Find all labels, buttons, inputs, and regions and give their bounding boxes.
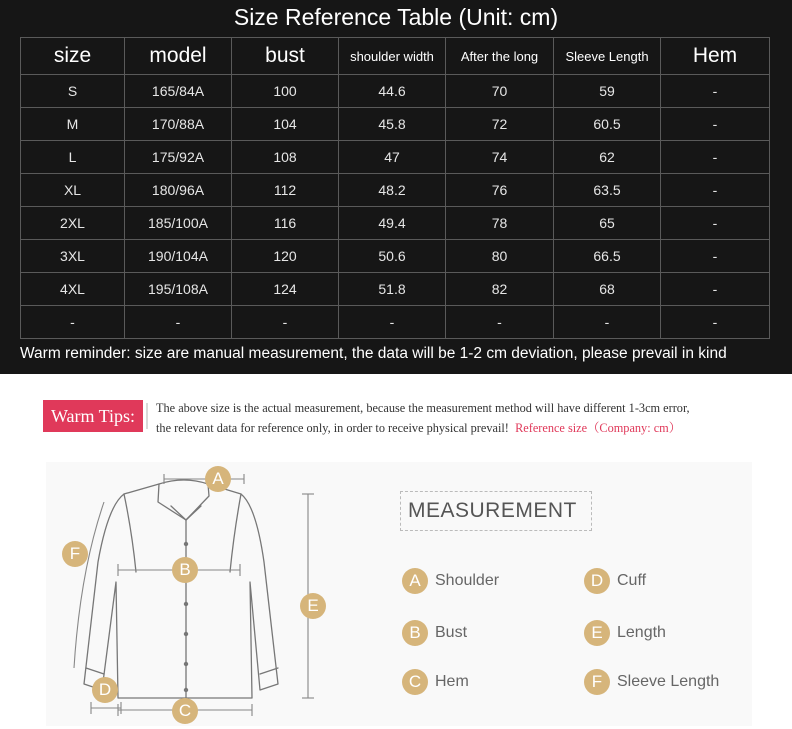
- table-cell: 76: [446, 174, 554, 207]
- table-header-row: [21, 38, 770, 75]
- marker-d-icon: D: [92, 677, 118, 703]
- table-cell: 60.5: [554, 108, 661, 141]
- table-row: [21, 240, 770, 273]
- table-row: [21, 174, 770, 207]
- shirt-outline-illustration: [46, 462, 346, 726]
- table-cell: -: [232, 306, 339, 339]
- marker-f-icon: F: [62, 541, 88, 567]
- marker-e-icon: E: [584, 620, 610, 646]
- column-header: After the long: [446, 38, 554, 75]
- table-cell: -: [339, 306, 446, 339]
- table-cell: 165/84A: [125, 75, 232, 108]
- table-cell: 63.5: [554, 174, 661, 207]
- column-header: size: [21, 38, 125, 75]
- marker-c-icon: C: [172, 698, 198, 724]
- column-header: Hem: [661, 38, 770, 75]
- legend-item-bust: [402, 620, 467, 646]
- table-row: [21, 306, 770, 339]
- table-cell: -: [21, 306, 125, 339]
- legend-label: Bust: [435, 624, 468, 641]
- warm-tips-badge: Warm Tips:: [43, 400, 143, 432]
- marker-b-icon: B: [402, 620, 428, 646]
- marker-d-icon: D: [584, 568, 610, 594]
- table-cell: 2XL: [21, 207, 125, 240]
- table-cell: 65: [554, 207, 661, 240]
- table-cell: S: [21, 75, 125, 108]
- table-cell: 62: [554, 141, 661, 174]
- table-cell: 74: [446, 141, 554, 174]
- table-cell: 180/96A: [125, 174, 232, 207]
- table-cell: 116: [232, 207, 339, 240]
- table-cell: -: [661, 75, 770, 108]
- warm-tips-line-2: [156, 418, 681, 436]
- table-cell: -: [661, 207, 770, 240]
- table-cell: 51.8: [339, 273, 446, 306]
- table-cell: 120: [232, 240, 339, 273]
- table-cell: -: [554, 306, 661, 339]
- table-cell: -: [661, 174, 770, 207]
- table-cell: XL: [21, 174, 125, 207]
- table-cell: 80: [446, 240, 554, 273]
- legend-label: Sleeve Length: [617, 673, 720, 690]
- table-cell: 82: [446, 273, 554, 306]
- legend-label: Length: [617, 624, 666, 641]
- table-cell: -: [446, 306, 554, 339]
- table-cell: 108: [232, 141, 339, 174]
- table-cell: -: [661, 306, 770, 339]
- table-cell: 66.5: [554, 240, 661, 273]
- column-header: bust: [232, 38, 339, 75]
- legend-item-length: [584, 620, 666, 646]
- table-cell: 195/108A: [125, 273, 232, 306]
- legend-item-sleeve-length: [584, 669, 719, 695]
- legend-label: Cuff: [617, 572, 647, 589]
- table-cell: 48.2: [339, 174, 446, 207]
- warm-tips-line-2-text: the relevant data for reference only, in order to receive physical prevail!: [156, 421, 509, 435]
- table-cell: 44.6: [339, 75, 446, 108]
- table-cell: 100: [232, 75, 339, 108]
- column-header: Sleeve Length: [554, 38, 661, 75]
- marker-e-icon: E: [300, 593, 326, 619]
- table-row: [21, 273, 770, 306]
- table-cell: 185/100A: [125, 207, 232, 240]
- table-cell: L: [21, 141, 125, 174]
- reference-size-note: Reference size（Company: cm）: [515, 421, 682, 435]
- table-cell: -: [661, 108, 770, 141]
- tips-divider: [146, 403, 148, 429]
- table-cell: 175/92A: [125, 141, 232, 174]
- table-cell: -: [661, 273, 770, 306]
- legend-item-hem: [402, 669, 469, 695]
- table-row: [21, 141, 770, 174]
- table-cell: 47: [339, 141, 446, 174]
- table-cell: -: [125, 306, 232, 339]
- marker-c-icon: C: [402, 669, 428, 695]
- table-cell: 70: [446, 75, 554, 108]
- table-cell: 50.6: [339, 240, 446, 273]
- marker-b-icon: B: [172, 557, 198, 583]
- warm-reminder-text: Warm reminder: size are manual measurement, the data will be 1-2 cm deviation, please prevail in kind: [20, 345, 727, 362]
- legend-label: Shoulder: [435, 572, 500, 589]
- table-cell: 59: [554, 75, 661, 108]
- marker-a-icon: A: [205, 466, 231, 492]
- size-table: [20, 37, 770, 339]
- table-cell: 78: [446, 207, 554, 240]
- legend-item-cuff: [584, 568, 646, 594]
- legend-item-shoulder: [402, 568, 499, 594]
- table-cell: 190/104A: [125, 240, 232, 273]
- table-cell: 4XL: [21, 273, 125, 306]
- marker-a-icon: A: [402, 568, 428, 594]
- table-cell: -: [661, 141, 770, 174]
- table-row: [21, 207, 770, 240]
- table-cell: 45.8: [339, 108, 446, 141]
- table-cell: M: [21, 108, 125, 141]
- table-title: Size Reference Table (Unit: cm): [233, 4, 559, 30]
- table-cell: 124: [232, 273, 339, 306]
- table-cell: 72: [446, 108, 554, 141]
- table-cell: 112: [232, 174, 339, 207]
- table-row: [21, 108, 770, 141]
- measurement-title: MEASUREMENT: [408, 499, 577, 522]
- table-cell: 3XL: [21, 240, 125, 273]
- column-header: model: [125, 38, 232, 75]
- table-row: [21, 75, 770, 108]
- table-cell: 68: [554, 273, 661, 306]
- column-header: shoulder width: [339, 38, 446, 75]
- legend-label: Hem: [435, 673, 469, 690]
- table-cell: 49.4: [339, 207, 446, 240]
- table-cell: 104: [232, 108, 339, 141]
- table-cell: -: [661, 240, 770, 273]
- warm-tips-line-1: The above size is the actual measurement, because the measurement method will have different 1-3cm error,: [156, 401, 690, 415]
- marker-f-icon: F: [584, 669, 610, 695]
- table-cell: 170/88A: [125, 108, 232, 141]
